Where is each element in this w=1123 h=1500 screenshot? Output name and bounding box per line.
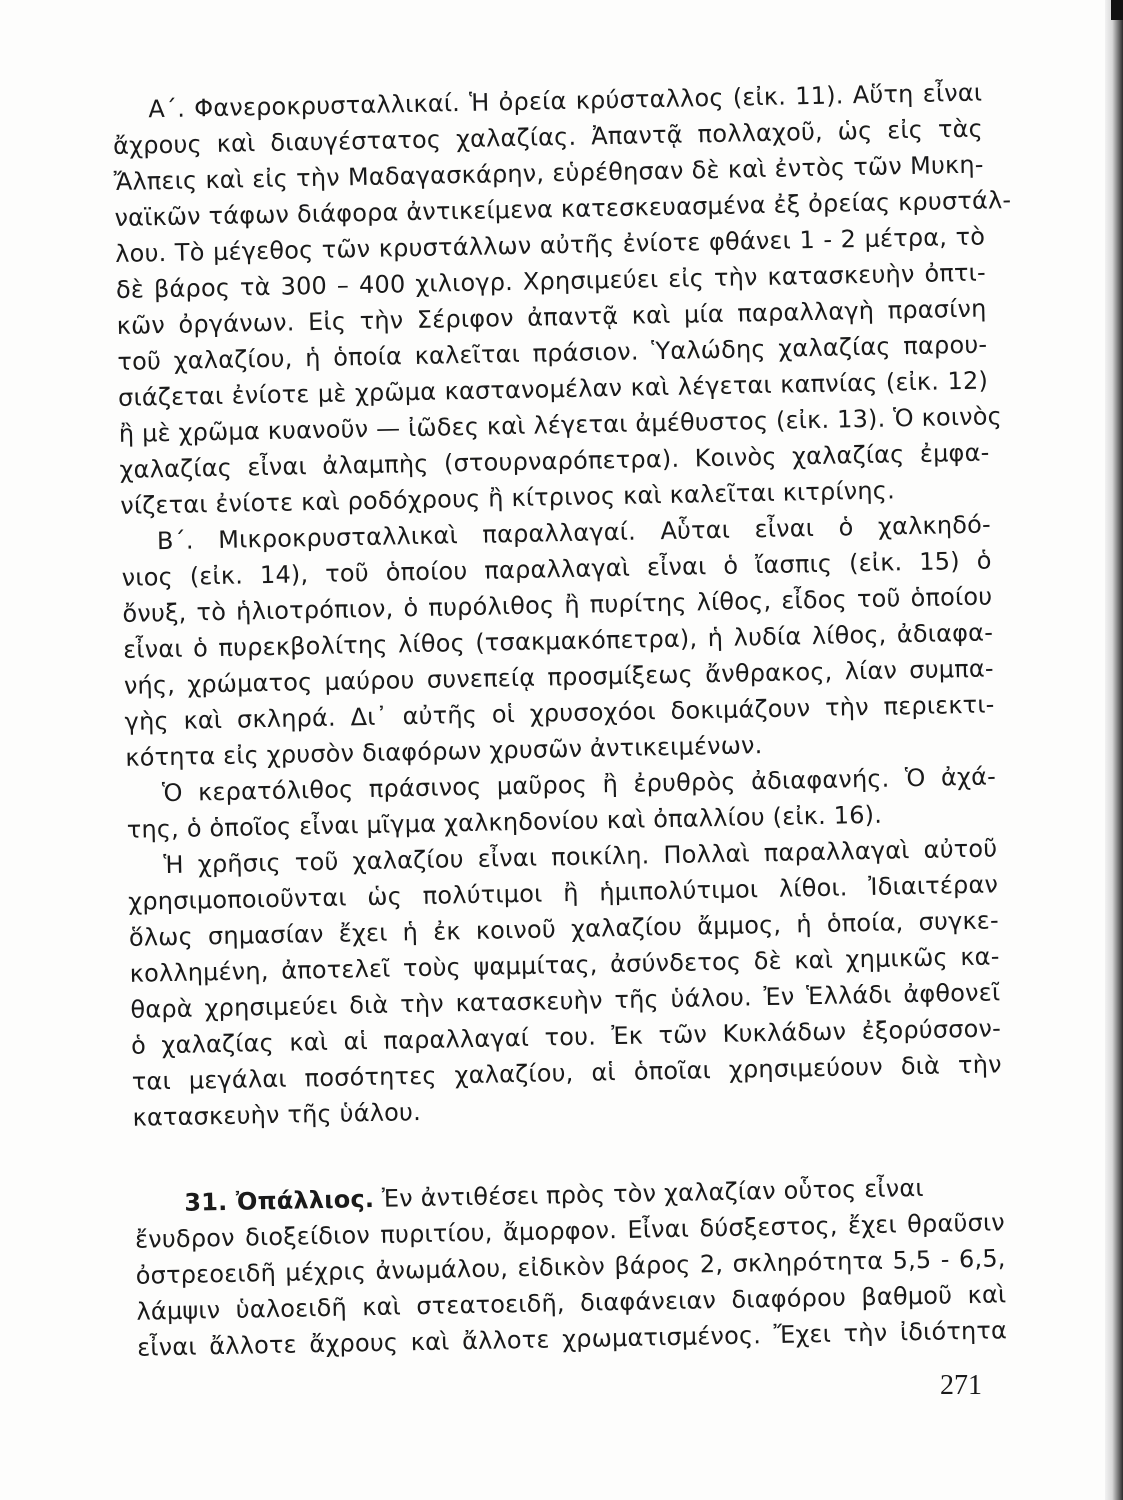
paragraph-quartz-use	[127, 830, 1003, 1135]
text-line: Ὁ κερατόλιθος πράσινος μαῦρος ἢ ἐρυθρὸς ἀδιαφανής. Ὁ ἀχά-	[161, 762, 997, 808]
text-line: Ἡ χρῆσις τοῦ χαλαζίου εἶναι ποικίλη. Πολλαὶ παραλλαγαὶ αὐτοῦ	[163, 834, 998, 880]
text-line: γὴς καὶ σκληρά. Δι᾽ αὐτῆς οἱ χρυσοχόοι δοκιμάζουν τὴν περιεκτι-	[124, 690, 995, 736]
text-line: τοῦ χαλαζίου, ἡ ὁποία καλεῖται πράσιον. Ὑαλώδης χαλαζίας παρου-	[117, 330, 988, 376]
text-line: ὅλως σημασίαν ἔχει ἡ ἐκ κοινοῦ χαλαζίου ἄμμος, ἡ ὁποία, συγκε-	[128, 906, 1000, 952]
text-line: χρησιμοποιοῦνται ὡς πολύτιμοι ἢ ἡμιπολύτιμοι λίθοι. Ἰδιαιτέραν	[127, 870, 999, 916]
text-line: δὲ βάρος τὰ 300 – 400 χιλιογρ. Χρησιμεύει εἰς τὴν κατασκευὴν ὀπτι-	[115, 258, 987, 304]
text-line: κότητα εἰς χρυσὸν διαφόρων χρυσῶν ἀντικειμένων.	[125, 731, 763, 772]
section-heading-opal: 31. Ὀπάλλιος.	[184, 1184, 375, 1217]
text-line: κολλημένη, ἀποτελεῖ τοὺς ψαμμίτας, ἀσύνδετος δὲ καὶ χημικῶς κα-	[129, 942, 1000, 988]
text-line: ναϊκῶν τάφων διάφορα ἀντικείμενα κατεσκευασμένα ἐξ ὀρείας κρυστάλ-	[114, 185, 1012, 232]
text-line: λάμψιν ὑαλοειδῆ καὶ στεατοειδῆ, διαφάνειαν διαφόρου βαθμοῦ καὶ	[136, 1280, 1007, 1326]
text-line: εἶναι ἄλλοτε ἄχρους καὶ ἄλλοτε χρωματισμένος. Ἔχει τὴν ἰδιότητα	[136, 1316, 1008, 1362]
text-line: της, ὁ ὁποῖος εἶναι μῖγμα χαλκηδονίου καὶ ὀπαλλίου (εἰκ. 16).	[126, 800, 883, 844]
text-line: λου. Τὸ μέγεθος τῶν κρυστάλλων αὐτῆς ἐνίοτε φθάνει 1 - 2 μέτρα, τὸ	[114, 222, 986, 268]
text-line: ἔνυδρον διοξείδιον πυριτίου, ἄμορφον. Εἶναι δύσξεστος, ἔχει θραῦσιν	[134, 1208, 1006, 1254]
paragraph-opal	[134, 1168, 1007, 1365]
text-line: θαρὰ χρησιμεύει διὰ τὴν κατασκευὴν τῆς ὑάλου. Ἐν Ἑλλάδι ἀφθονεῖ	[130, 978, 1001, 1024]
text-line: κῶν ὀργάνων. Εἰς τὴν Σέριφον ἀπαντᾷ καὶ μία παραλλαγὴ πρασίνη	[116, 294, 987, 340]
text-line: κατασκευὴν τῆς ὑάλου.	[132, 1098, 422, 1132]
text-line: ται μεγάλαι ποσότητες χαλαζίου, αἱ ὁποῖαι χρησιμεύουν διὰ τὴν	[131, 1050, 1002, 1096]
text-line: εἶναι ὁ πυρεκβολίτης λίθος (τσακμακόπετρα), ἡ λυδία λίθος, ἀδιαφα-	[122, 618, 994, 664]
text-line: ὀστρεοειδῆ μέχρις ἀνωμάλου, εἰδικὸν βάρος 2, σκληρότητα 5,5 - 6,5,	[135, 1244, 1006, 1290]
text-line: νιος (εἰκ. 14), τοῦ ὁποίου παραλλαγαὶ εἶναι ὁ ἴασπις (εἰκ. 15) ὁ	[121, 546, 992, 592]
text-line: Α΄. Φανεροκρυσταλλικαί. Ἡ ὀρεία κρύσταλλος (εἰκ. 11). Αὕτη εἶναι	[148, 78, 983, 124]
text-line: χαλαζίας εἶναι ἀλαμπὴς (στουρναρόπετρα). Κοινὸς χαλαζίας ἐμφα-	[119, 438, 990, 484]
body-text	[112, 75, 1012, 1366]
text-line: Ἄλπεις καὶ εἰς τὴν Μαδαγασκάρην, εὑρέθησαν δὲ καὶ ἐντὸς τῶν Μυκη-	[113, 150, 984, 196]
text-line: Β΄. Μικροκρυσταλλικαὶ παραλλαγαί. Αὗται εἶναι ὁ χαλκηδό-	[156, 510, 992, 556]
paragraph-section-b	[121, 506, 996, 775]
text-line: ὁ χαλαζίας καὶ αἱ παραλλαγαί του. Ἐκ τῶν Κυκλάδων ἐξορύσσον-	[130, 1014, 1002, 1060]
text-line: ὄνυξ, τὸ ἡλιοτρόπιον, ὁ πυρόλιθος ἢ πυρίτης λίθος, εἶδος τοῦ ὁποίου	[122, 582, 993, 628]
text-line: ἢ μὲ χρῶμα κυανοῦν — ἰῶδες καὶ λέγεται ἀμέθυστος (εἰκ. 13). Ὁ κοινὸς	[118, 402, 1003, 448]
text-line: νίζεται ἐνίοτε καὶ ροδόχρους ἢ κίτρινος καὶ καλεῖται κιτρίνης.	[120, 476, 896, 520]
text-line: ἄχρους καὶ διαυγέστατος χαλαζίας. Ἀπαντᾷ πολλαχοῦ, ὡς εἰς τὰς	[112, 114, 984, 160]
page-number: 271	[940, 1370, 982, 1401]
paragraph-section-a	[112, 75, 1012, 524]
page-binding-edge	[1105, 0, 1123, 1500]
text-line: σιάζεται ἐνίοτε μὲ χρῶμα καστανομέλαν καὶ λέγεται καπνίας (εἰκ. 12)	[117, 366, 989, 412]
page-corner-shadow	[1111, 0, 1123, 20]
text-line: νής, χρώματος μαύρου συνεπείᾳ προσμίξεως ἄνθρακος, λίαν συμπα-	[123, 654, 995, 700]
text-run: Ἐν ἀντιθέσει πρὸς τὸν χαλαζίαν οὗτος εἶναι	[373, 1173, 924, 1213]
